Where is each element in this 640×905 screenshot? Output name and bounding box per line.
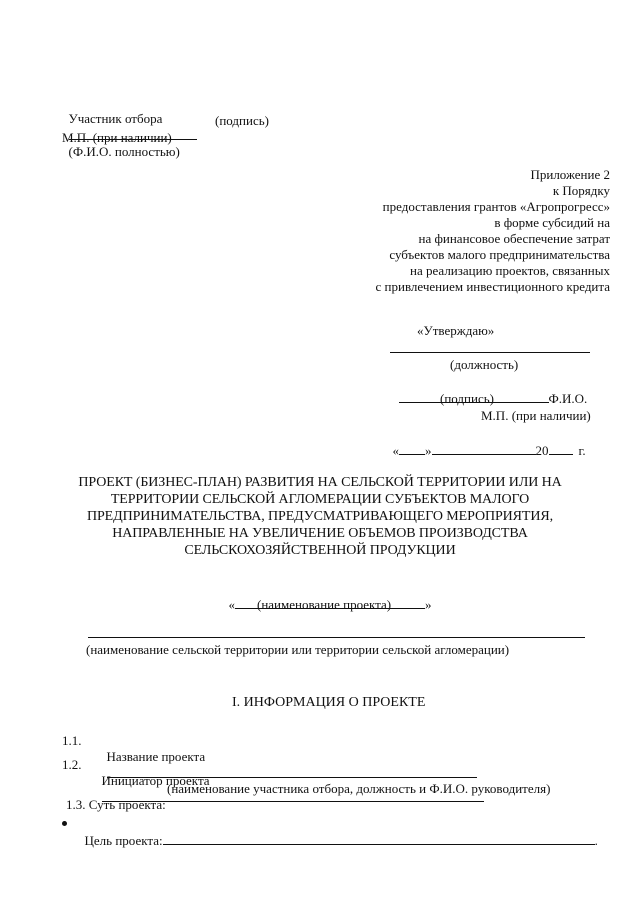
initiator-caption: (наименование участника отбора, должность и Ф.И.О. руководителя)	[167, 781, 551, 796]
project-name-caption: (наименование проекта)	[257, 597, 392, 612]
date-close-quote: »	[425, 443, 432, 458]
appendix-line: с привлечением инвестиционного кредита	[375, 279, 610, 294]
approval-fio-label: Ф.И.О.	[548, 391, 588, 406]
appendix-line: на реализацию проектов, связанных	[410, 263, 610, 278]
participant-seal-note: М.П. (при наличии)	[62, 130, 172, 145]
project-name-close-quote: »	[425, 597, 432, 612]
document-title: ПРОЕКТ (БИЗНЕС-ПЛАН) РАЗВИТИЯ НА СЕЛЬСКОЙ ТЕРРИТОРИИ ИЛИ НА ТЕРРИТОРИИ СЕЛЬСКОЙ АГЛОМЕРАЦИИ СУБЪЕКТОВ МАЛОГО ПРЕДПРИНИМАТЕЛЬСТВА, ПРЕДУСМАТРИВАЮЩЕГО МЕРОПРИЯТИЯ, НАПРАВЛЕННЫЕ НА УВЕЛИЧЕНИЕ ОБЪЕМОВ ПРОИЗВОДСТВА СЕЛЬСКОХОЗЯЙСТВЕННОЙ ПРОДУКЦИИ	[78, 475, 562, 558]
appendix-line: субъектов малого предпринимательства	[389, 247, 610, 262]
participant-signature-caption: (подпись)	[215, 113, 269, 128]
appendix-line: предоставления грантов «Агропрогресс»	[382, 199, 610, 214]
territory-blank	[88, 637, 585, 638]
date-day-blank	[399, 442, 425, 455]
approval-signature-caption: (подпись)	[440, 391, 494, 406]
participant-fio-caption: (Ф.И.О. полностью)	[68, 144, 180, 159]
bullet-icon	[62, 821, 67, 826]
item-1-3-label: 1.3. Суть проекта:	[66, 797, 166, 812]
date-month-blank	[432, 442, 536, 455]
appendix-block	[280, 167, 610, 295]
item-1-1-label: Название проекта	[106, 749, 206, 764]
goal-blank	[163, 832, 595, 845]
section-heading: I. ИНФОРМАЦИЯ О ПРОЕКТЕ	[232, 695, 426, 710]
participant-line	[62, 95, 197, 160]
goal-end: .	[594, 833, 598, 848]
approval-title: «Утверждаю»	[417, 323, 495, 338]
project-name-open-quote: «	[228, 597, 235, 612]
participant-label: Участник отбора	[68, 111, 163, 126]
appendix-line: к Порядку	[552, 183, 610, 198]
appendix-line: Приложение 2	[530, 167, 610, 182]
date-year-prefix: 20	[535, 443, 549, 458]
approval-position-caption: (должность)	[450, 357, 519, 372]
goal-line	[78, 816, 598, 849]
approval-date-line	[386, 426, 586, 459]
approval-seal-note: М.П. (при наличии)	[481, 408, 591, 423]
item-1-2-label: Инициатор проекта	[101, 773, 210, 788]
item-1-2-number: 1.2.	[62, 757, 82, 772]
territory-caption: (наименование сельской территории или территории сельской агломерации)	[86, 642, 510, 657]
date-year-blank	[549, 442, 573, 455]
approval-position-blank	[390, 352, 590, 353]
item-1-1-number: 1.1.	[62, 733, 82, 748]
date-year-suffix: г.	[578, 443, 586, 458]
date-open-quote: «	[392, 443, 399, 458]
goal-label: Цель проекта:	[84, 833, 163, 848]
appendix-line: в форме субсидий на	[494, 215, 610, 230]
appendix-line: на финансовое обеспечение затрат	[418, 231, 610, 246]
